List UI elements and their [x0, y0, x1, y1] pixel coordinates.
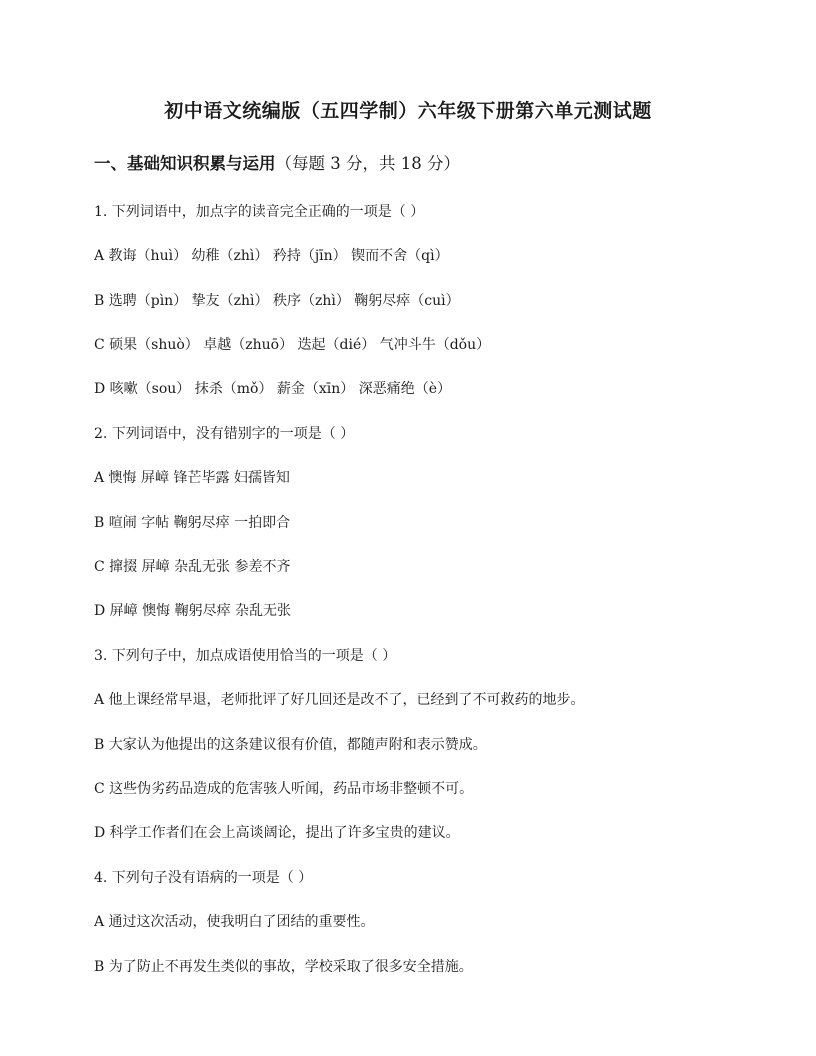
section-heading [94, 150, 460, 174]
question-2-stem: 2. 下列词语中，没有错别字的一项是（ ） [94, 426, 355, 442]
question-1-option-b: B 选聘（pìn） 挚友（zhì） 秩序（zhì） 鞠躬尽瘁（cuì） [94, 293, 460, 309]
question-1-option-d: D 咳嗽（sou） 抹杀（mǒ） 薪金（xīn） 深恶痛绝（è） [94, 381, 452, 397]
question-4-option-a: A 通过这次活动，使我明白了团结的重要性。 [94, 914, 375, 930]
section-score-note: （每题 3 分，共 18 分） [275, 154, 460, 173]
section-heading-text: 一、基础知识积累与运用 [94, 154, 276, 173]
question-2-option-c: C 撺掇 屏嶂 杂乱无张 参差不齐 [94, 559, 291, 575]
question-3-option-b: B 大家认为他提出的这条建议很有价值，都随声附和表示赞成。 [94, 737, 487, 753]
question-1-option-a: A 教诲（huì） 幼稚（zhì） 矜持（jīn） 锲而不舍（qì） [94, 248, 449, 264]
question-3-option-a: A 他上课经常早退，老师批评了好几回还是改不了，已经到了不可救药的地步。 [94, 692, 585, 708]
question-3-option-c: C 这些伪劣药品造成的危害骇人听闻，药品市场非整顿不可。 [94, 781, 474, 797]
question-3-stem: 3. 下列句子中，加点成语使用恰当的一项是（ ） [94, 648, 397, 664]
question-1-option-c: C 硕果（shuò） 卓越（zhuō） 迭起（dié） 气冲斗牛（dǒu） [94, 337, 491, 353]
question-2-option-a: A 懊悔 屏嶂 锋芒毕露 妇孺皆知 [94, 470, 290, 486]
question-2-option-d: D 屏嶂 懊悔 鞠躬尽瘁 杂乱无张 [94, 603, 292, 619]
document-title: 初中语文统编版（五四学制）六年级下册第六单元测试题 [164, 100, 652, 122]
question-3-option-d: D 科学工作者们在会上高谈阔论，提出了许多宝贵的建议。 [94, 825, 460, 841]
question-2-option-b: B 喧闹 字帖 鞠躬尽瘁 一拍即合 [94, 515, 291, 531]
question-4-option-b: B 为了防止不再发生类似的事故，学校采取了很多安全措施。 [94, 959, 473, 975]
question-4-stem: 4. 下列句子没有语病的一项是（ ） [94, 870, 313, 886]
question-1-stem: 1. 下列词语中，加点字的读音完全正确的一项是（ ） [94, 204, 425, 220]
